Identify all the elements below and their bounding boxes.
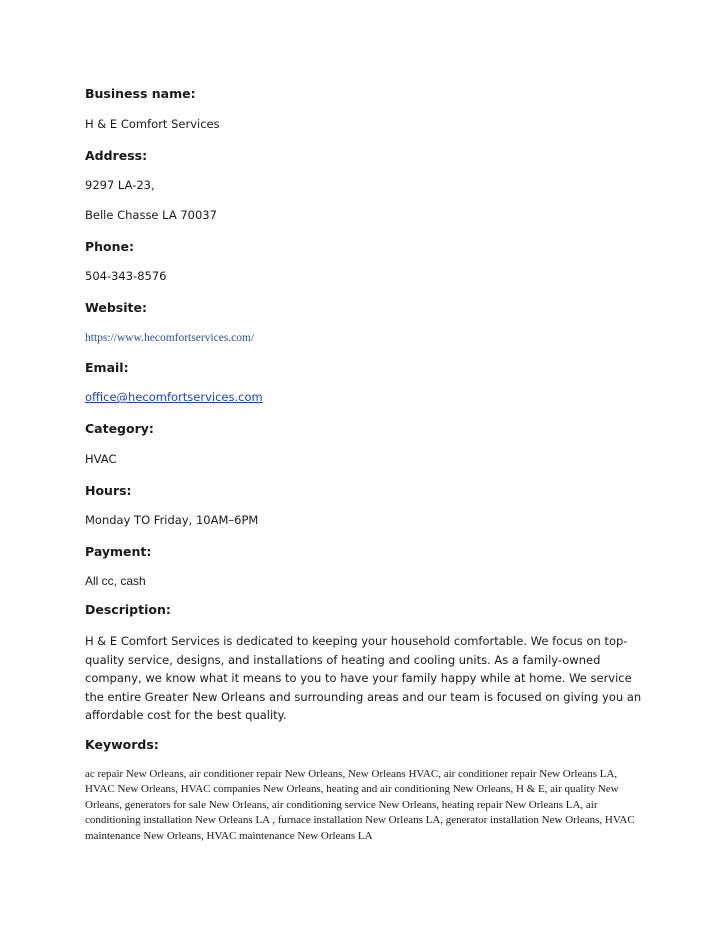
business-name-heading: Business name:	[85, 86, 196, 101]
keywords-heading: Keywords:	[85, 737, 159, 752]
address-line-2: Belle Chasse LA 70037	[85, 208, 217, 222]
email-link[interactable]: office@hecomfortservices.com	[85, 390, 263, 404]
website-link[interactable]: https://www.hecomfortservices.com/	[85, 332, 255, 344]
category-value: HVAC	[85, 452, 117, 466]
address-heading: Address:	[85, 148, 148, 163]
website-heading: Website:	[85, 300, 147, 315]
address-line-1: 9297 LA-23,	[85, 178, 155, 192]
hours-heading: Hours:	[85, 483, 132, 498]
category-heading: Category:	[85, 421, 154, 436]
keywords-text: ac repair New Orleans, air conditioner repair New Orleans, New Orleans HVAC, air conditioner repair New Orleans LA, HVAC New Orleans, HVAC companies New Orleans, heating and air conditioning New Orleans, H & E, air quality New Orleans, generators for sale New Orleans, air conditioning service New Orleans, heating repair New Orleans LA, air conditioning installation New Orleans LA , furnace installation New Orleans LA, generator installation New Orleans, HVAC maintenance New Orleans, HVAC maintenance New Orleans LA	[85, 768, 635, 842]
description-heading: Description:	[85, 602, 171, 617]
phone-heading: Phone:	[85, 239, 135, 254]
phone-value: 504-343-8576	[85, 269, 167, 283]
payment-heading: Payment:	[85, 544, 152, 559]
email-heading: Email:	[85, 360, 129, 375]
payment-value: All cc, cash	[85, 574, 146, 588]
hours-value: Monday TO Friday, 10AM–6PM	[85, 513, 259, 527]
description-text: H & E Comfort Services is dedicated to keeping your household comfortable. We focus on top-quality service, designs, and installations of heating and cooling units. As a family-owned company, we know what it means to you to have your family happy while at home. We service the entire Greater New Orleans and surrounding areas and our team is focused on giving you an affordable cost for the best quality.	[85, 634, 642, 722]
business-name-value: H & E Comfort Services	[85, 117, 220, 131]
